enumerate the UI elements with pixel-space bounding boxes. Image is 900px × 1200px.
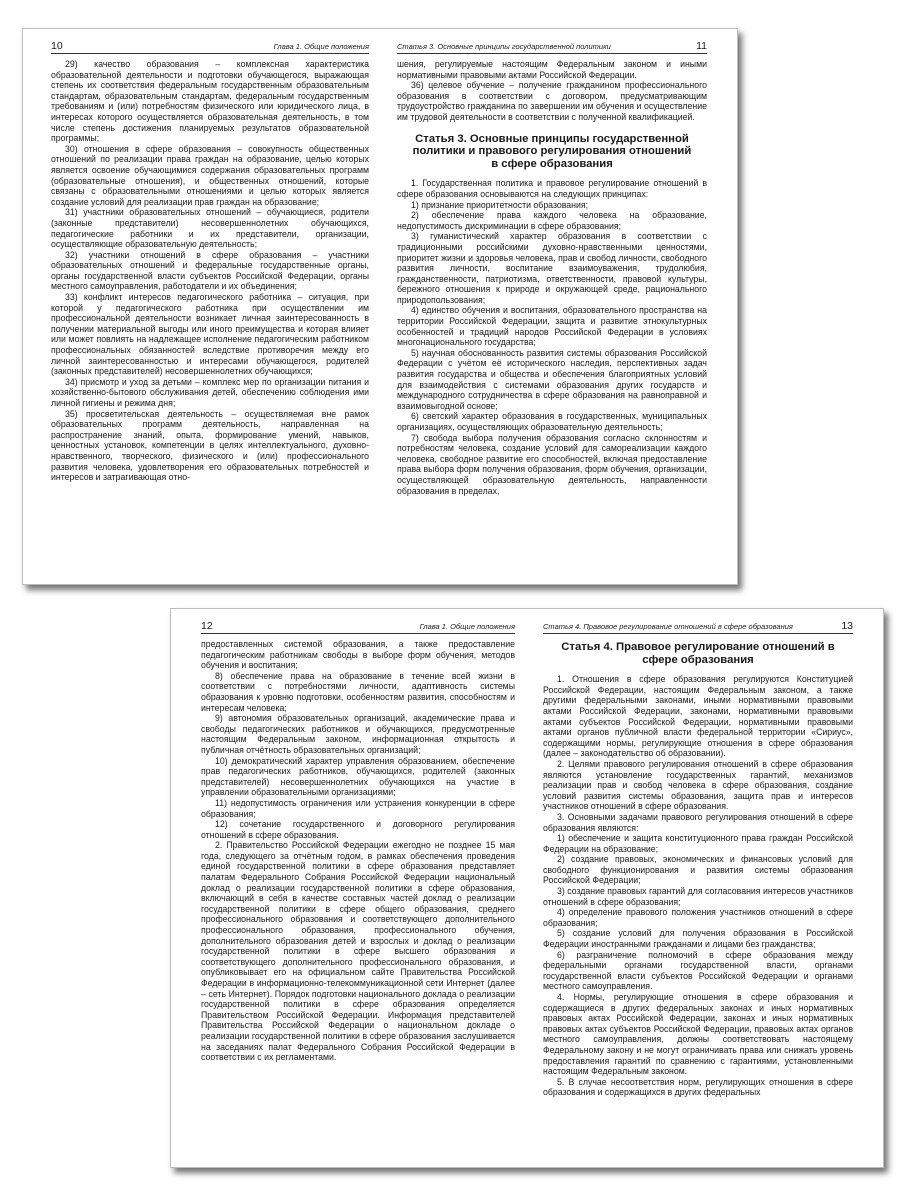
- page-11: [397, 29, 707, 584]
- running-head: Глава 1. Общие положения: [419, 622, 515, 631]
- paragraph: предоставленных системой образования, а также предоставление педагогическим работникам свободы в выборе форм обучения, методов обучения и воспитания;: [201, 639, 515, 671]
- paragraph: 30) отношения в сфере образования – совокупность общественных отношений по реализации права граждан на образование, целью которых является освоение обучающимися содержания образовательных программ (образовательные отношения), и общественных отношений, которые связаны с образовательными отношениями и целью которых является создание условий для реализации прав граждан на образование;: [51, 143, 369, 207]
- page-10: [51, 29, 369, 584]
- paragraph: 5) научная обоснованность развития системы образования Российской Федерации с учётом её исторического наследия, перспективных задач развития государства и общества и обеспечения благоприятных условий для взаимодействия с системами образования других государств и международного сотрудничества в сфере образования на равноправной и взаимовыгодной основе;: [397, 347, 707, 411]
- paragraph: 6) светский характер образования в государственных, муниципальных организациях, осуществляющих образовательную деятельность;: [397, 411, 707, 432]
- paragraph: 1. Отношения в сфере образования регулируются Конституцией Российской Федерации, настоящим Федеральным законом, а также другими федеральными законами, иными нормативными правовыми актами Российской Федерации, законами, нормативными правовыми актами субъектов Российской Федерации, нормативными правовыми актами органов публичной власти федеральной территории «Сириус», содержащими нормы, регулирующие отношения в сфере образования (далее – законодательство об образовании).: [543, 674, 853, 759]
- page-number: 11: [696, 40, 707, 52]
- paragraph: 2) создание правовых, экономических и финансовых условий для свободного функционирования и развития системы образования Российской Федерации;: [543, 854, 853, 886]
- paragraph: 12) сочетание государственного и договорного регулирования отношений в сфере образования.: [201, 819, 515, 840]
- paragraph: 1) обеспечение и защита конституционного права граждан Российской Федерации на образование;: [543, 833, 853, 854]
- page-header: [201, 619, 515, 634]
- page-13: [543, 609, 853, 1167]
- paragraph: 36) целевое обучение – получение гражданином профессионального образования в соответствии с договором, предусматривающим трудоустройство гражданина по завершении им обучения и осуществление им трудовой деятельности в соответствии с полученной квалификацией.: [397, 80, 707, 122]
- text-before-heading: [397, 59, 707, 123]
- paragraph: 32) участники отношений в сфере образования – участники образовательных отношений и федеральные государственные органы, органы государственной власти субъектов Российской Федерации, органы местного самоуправления, работодатели и их объединения;: [51, 249, 369, 292]
- paragraph: 4) единство обучения и воспитания, образовательного пространства на территории Российской Федерации, защита и развитие этнокультурных особенностей и традиций народов Российской Федерации в условиях многонационального государства;: [397, 305, 707, 348]
- page-12: [201, 609, 515, 1167]
- book-spread-pages-12-13: [170, 608, 884, 1168]
- paragraph: 1. Государственная политика и правовое регулирование отношений в сфере образования основываются на следующих принципах:: [397, 178, 707, 199]
- paragraph: 10) демократический характер управления образованием, обеспечение прав педагогических работников, обучающихся, родителей (законных представителей) несовершеннолетних обучающихся на участие в управлении образовательными организациями;: [201, 755, 515, 798]
- paragraph: 3) гуманистический характер образования в соответствии с традиционными российскими духовно-нравственными ценностями, приоритет жизни и здоровья человека, прав и свобод личности, свободного развития личности, воспитание взаимоуважения, трудолюбия, гражданственности, патриотизма, ответственности, правовой культуры, бережного отношения к природе и окружающей среде, рационального природопользования;: [397, 231, 707, 305]
- text-after-heading: [397, 178, 707, 496]
- page-body: [51, 59, 369, 578]
- page-number: 12: [201, 620, 213, 632]
- paragraph: 33) конфликт интересов педагогического работника – ситуация, при которой у педагогического работника при осуществлении им профессиональной деятельности возникает личная заинтересованность в получении материальной выгоды или иного преимущества и которая влияет или может повлиять на надлежащее исполнение педагогическим работником профессиональных обязанностей вследствие противоречия между его личной заинтересованностью и интересами обучающегося, родителей (законных представителей) несовершеннолетних обучающихся;: [51, 292, 369, 377]
- running-head: Глава 1. Общие положения: [273, 42, 369, 51]
- paragraph: шения, регулируемые настоящим Федеральным законом и иными нормативными правовыми актами Российской Федерации.: [397, 59, 707, 80]
- article-heading: Статья 3. Основные принципы государственной политики и правового регулирования отношений в сфере образования: [412, 132, 692, 170]
- page-header: [397, 39, 707, 54]
- paragraph: 9) автономия образовательных организаций, академические права и свободы педагогических работников и обучающихся, предусмотренные настоящим Федеральным законом, информационная открытость и публичная отчётность образовательных организаций;: [201, 713, 515, 755]
- page-body: [201, 639, 515, 1161]
- running-head: Статья 3. Основные принципы государственной политики: [397, 42, 611, 51]
- paragraph: 1) признание приоритетности образования;: [411, 199, 589, 210]
- article-heading: Статья 4. Правовое регулирование отношений в сфере образования: [561, 641, 835, 666]
- paragraph: 2. Целями правового регулирования отношений в сфере образования являются установление государственных гарантий, механизмов реализации прав и свобод человека в сфере образования, создание условий развития системы образования, защита прав и интересов участников отношений в сфере образования.: [543, 758, 853, 812]
- paragraph: 34) присмотр и уход за детьми – комплекс мер по организации питания и хозяйственно-бытового обслуживания детей, обеспечению соблюдения ими личной гигиены и режима дня;: [51, 376, 369, 408]
- paragraph: 2. Правительство Российской Федерации ежегодно не позднее 15 мая года, следующего за отчётным годом, в рамках обеспечения проведения единой государственной политики в сфере образования представляет палатам Федерального Собрания Российской Федерации национальный доклад о реализации государственной политики в сфере образования, включающий в себя в качестве составных частей доклад о реализации государственной политики в сфере общего образования, среднего профессионального образования и соответствующего дополнительного профессионального образования, профессионального обучения, дополнительного образования детей и взрослых и доклад о реализации государственной политики в сфере высшего образования и соответствующего дополнительного профессионального образования, и опубликовывает его на официальном сайте Правительства Российской Федерации в информационно-телекоммуникационной сети Интернет (далее – сеть Интернет). Порядок подготовки национального доклада о реализации государственной политики в сфере образования определяется Правительством Российской Федерации. Информация представителей Правительства Российской Федерации о национальном докладе о реализации государственной политики в сфере образования заслушивается на заседаниях палат Федерального Собрания Российской Федерации в соответствии с их регламентами.: [201, 840, 515, 1063]
- running-head: Статья 4. Правовое регулирование отношений в сфере образования: [543, 622, 793, 631]
- page-header: [543, 619, 853, 634]
- page-body: [397, 59, 707, 578]
- page-header: [51, 39, 369, 54]
- book-spread-pages-10-11: [22, 28, 738, 585]
- paragraph: 2) обеспечение права каждого человека на образование, недопустимость дискриминации в сфере образования;: [397, 210, 707, 231]
- text-after-heading: [543, 674, 853, 1098]
- paragraph: 3. Основными задачами правового регулирования отношений в сфере образования являются:: [543, 811, 853, 833]
- page-number: 10: [51, 40, 63, 52]
- paragraph: 11) недопустимость ограничения или устранения конкуренции в сфере образования;: [201, 797, 515, 819]
- paragraph: 3) создание правовых гарантий для согласования интересов участников отношений в сфере образования;: [543, 886, 853, 907]
- page-body: [543, 639, 853, 1161]
- paragraph: 8) обеспечение права на образование в течение всей жизни в соответствии с потребностями личности, адаптивность системы образования к уровню подготовки, особенностям развития, способностям и интересам человека;: [201, 670, 515, 713]
- paragraph: 35) просветительская деятельность – осуществляемая вне рамок образовательных программ деятельность, направленная на распространение знаний, опыта, формирование умений, навыков, ценностных установок, компетенции в целях интеллектуального, духовно-нравственного, творческого, физического и (или) профессионального развития человека, удовлетворения его образовательных потребностей и интересов и затрагивающая отно-: [51, 408, 369, 483]
- paragraph: 5. В случае несоответствия норм, регулирующих отношения в сфере образования и содержащихся в других федеральных: [543, 1076, 853, 1098]
- paragraph: 7) свобода выбора получения образования согласно склонностям и потребностям человека, создание условий для самореализации каждого человека, свободное развитие его способностей, включая предоставление права выбора форм получения образования, форм обучения, организации, осуществляющей образовательную деятельность, направленности образования в пределах,: [397, 432, 707, 496]
- page-number: 13: [841, 620, 853, 632]
- paragraph: 29) качество образования – комплексная характеристика образовательной деятельности и подготовки обучающегося, выражающая степень их соответствия федеральным государственным образовательным стандартам, образовательным стандартам, федеральным государственным требованиям и (или) потребностям физического или юридического лица, в интересах которого осуществляется образовательная деятельность, в том числе степень достижения планируемых результатов образовательной программы;: [51, 59, 369, 144]
- paragraph: 5) создание условий для получения образования в Российской Федерации иностранными гражданами и лицами без гражданства;: [543, 928, 853, 950]
- paragraph: 4) определение правового положения участников отношений в сфере образования;: [543, 907, 853, 928]
- paragraph: 4. Нормы, регулирующие отношения в сфере образования и содержащиеся в других федеральных законах и иных нормативных правовых актах Российской Федерации, законах и иных нормативных правовых актах субъектов Российской Федерации, правовых актах органов местного самоуправления, должны соответствовать настоящему Федеральному закону и не могут ограничивать права или снижать уровень предоставления гарантий по сравнению с гарантиями, установленными настоящим Федеральным законом.: [543, 992, 853, 1077]
- paragraph: 31) участники образовательных отношений – обучающиеся, родители (законные представители) несовершеннолетних обучающихся, педагогические работники и их представители, организации, осуществляющие образовательную деятельность;: [51, 207, 369, 250]
- paragraph: 6) разграничение полномочий в сфере образования между федеральными органами государственной власти, органами государственной власти субъектов Российской Федерации и органами местного самоуправления.: [543, 949, 853, 992]
